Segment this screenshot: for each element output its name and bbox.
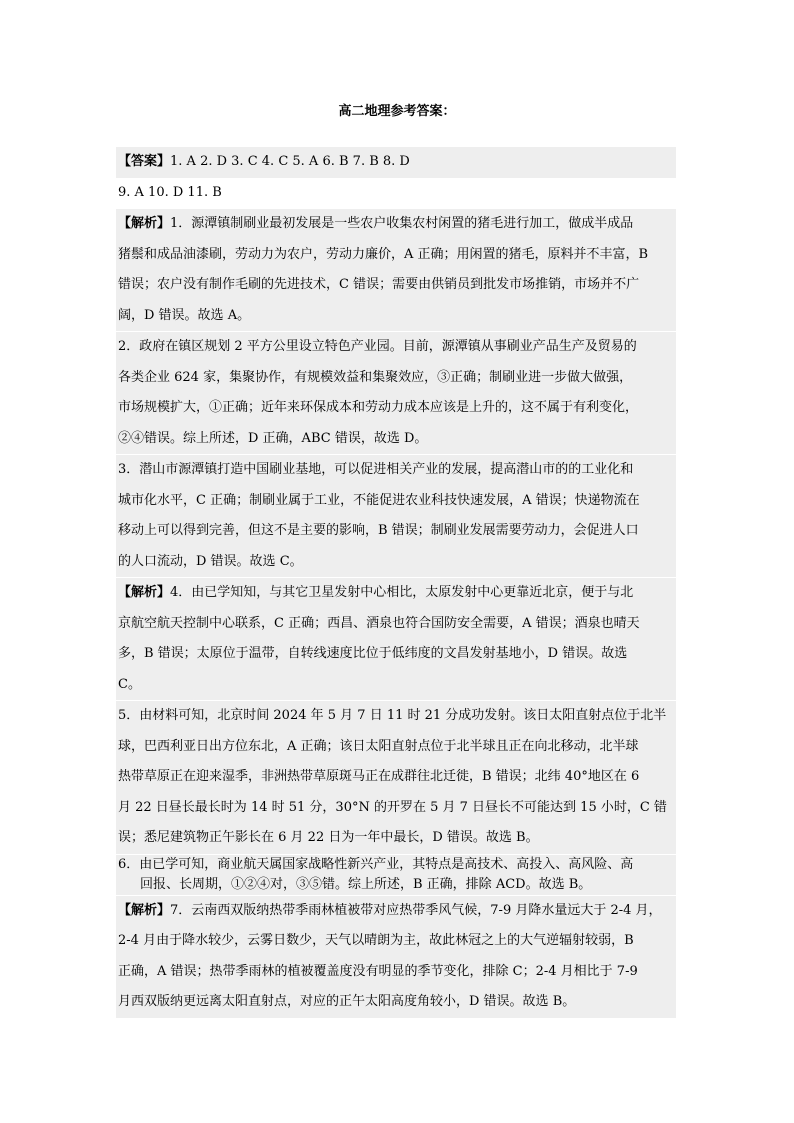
answer-line xyxy=(116,147,676,178)
analysis-line: 的人口流动，D 错误。故选 C。 xyxy=(118,553,303,569)
analysis-line: 多，B 错误；太原位于温带，自转线速度比位于低纬度的文昌发射基地小，D 错误。故选 xyxy=(118,646,628,661)
analysis-line xyxy=(116,896,676,927)
analysis-label: 【解析】 xyxy=(118,585,171,600)
analysis-block-q5 xyxy=(116,701,676,854)
analysis-line xyxy=(116,578,676,609)
analysis-line: 月 22 日昼长最长时为 14 时 51 分，30°N 的开罗在 5 月 7 日昼长不可能达到 15 小时，C 错 xyxy=(118,799,667,815)
answer-text: 1. A 2. D 3. C 4. C 5. A 6. B 7. B 8. D xyxy=(170,154,410,169)
analysis-line: 2．政府在镇区规划 2 平方公里设立特色产业园。目前，源潭镇从事刷业产品生产及贸易的 xyxy=(118,339,637,354)
analysis-line: 移动上可以得到完善，但这不是主要的影响，B 错误；制刷业发展需要劳动力，会促进人口 xyxy=(118,523,639,538)
analysis-block-q4 xyxy=(116,578,676,700)
answer-line xyxy=(116,178,676,209)
analysis-block-q3 xyxy=(116,455,676,577)
analysis-line: 阔，D 错误。故选 A。 xyxy=(118,307,251,323)
analysis-line: 回报、长周期，①②④对，③⑤错。综上所述，B 正确，排除 ACD。故选 B。 xyxy=(140,876,592,892)
analysis-line: 5．由材料可知，北京时间 2024 年 5 月 7 日 11 时 21 分成功发射。该日太阳直射点位于北半 xyxy=(118,708,667,723)
analysis-line: 正确，A 错误；热带季雨林的植被覆盖度没有明显的季节变化，排除 C；2-4 月相比于 7-9 xyxy=(118,963,638,979)
analysis-block-q6 xyxy=(116,855,676,895)
page-title: 高二地理参考答案： xyxy=(338,104,456,119)
answer-content xyxy=(116,147,676,1019)
analysis-line: C。 xyxy=(118,676,141,692)
analysis-line: 京航空航天控制中心联系，C 正确；西昌、酒泉也符合国防安全需要，A 错误；酒泉也晴天 xyxy=(118,615,640,631)
analysis-line: 猪鬃和成品油漆刷，劳动力为农户，劳动力廉价，A 正确；用闲置的猪毛，原料并不丰富，B xyxy=(118,246,649,262)
analysis-text: 1．源潭镇制刷业最初发展是一些农户收集农村闲置的猪毛进行加工，做成半成品 xyxy=(170,216,634,231)
analysis-line: 误；悉尼建筑物正午影长在 6 月 22 日为一年中最长，D 错误。故选 B。 xyxy=(118,830,539,845)
analysis-line: 6．由已学可知，商业航天属国家战略性新兴产业，其特点是高技术、高投入、高风险、高 xyxy=(118,856,634,872)
analysis-line: 市场规模扩大，①正确；近年来环保成本和劳动力成本应该是上升的，这不属于有利变化， xyxy=(118,400,639,415)
analysis-line: 热带草原正在迎来湿季，非洲热带草原斑马正在成群往北迁徙，B 错误；北纬 40°地区在 6 xyxy=(118,769,640,784)
analysis-block-q7 xyxy=(116,896,676,1018)
analysis-label: 【解析】 xyxy=(118,216,171,231)
analysis-text: 4．由已学知知，与其它卫星发射中心相比，太原发射中心更靠近北京，便于与北 xyxy=(170,585,634,600)
analysis-line: 2-4 月由于降水较少，云雾日数少，天气以晴朗为主，故此林冠之上的大气逆辐射较弱，B xyxy=(118,933,634,948)
analysis-line: ②④错误。综上所述，D 正确，ABC 错误，故选 D。 xyxy=(118,430,428,446)
analysis-line: 错误；农户没有制作毛刷的先进技术，C 错误；需要由供销员到批发市场推销，市场并不广 xyxy=(118,277,640,292)
analysis-line: 各类企业 624 家，集聚协作，有规模效益和集聚效应，③正确；制刷业进一步做大做强， xyxy=(118,369,633,385)
analysis-line: 月西双版纳更远离太阳直射点，对应的正午太阳高度角较小，D 错误。故选 B。 xyxy=(118,994,576,1009)
analysis-block-q1 xyxy=(116,209,676,331)
analysis-block-q2 xyxy=(116,332,676,454)
analysis-line: 3．潜山市源潭镇打造中国刷业基地，可以促进相关产业的发展，提高潜山市的的工业化和 xyxy=(118,462,634,477)
answer-label: 【答案】 xyxy=(118,154,171,169)
analysis-text: 7．云南西双版纳热带季雨林植被带对应热带季风气候，7-9 月降水量远大于 2-4 月， xyxy=(170,902,662,918)
analysis-label: 【解析】 xyxy=(118,902,171,918)
analysis-line xyxy=(116,209,676,240)
analysis-line: 城市化水平，C 正确；制刷业属于工业，不能促进农业科技快速发展，A 错误；快递物流在 xyxy=(118,492,640,508)
analysis-line: 球，巴西利亚日出方位东北，A 正确；该日太阳直射点位于北半球且正在向北移动，北半球 xyxy=(118,738,639,754)
answer-key-block xyxy=(116,147,676,208)
answer-text: 9. A 10. D 11. B xyxy=(118,184,222,200)
